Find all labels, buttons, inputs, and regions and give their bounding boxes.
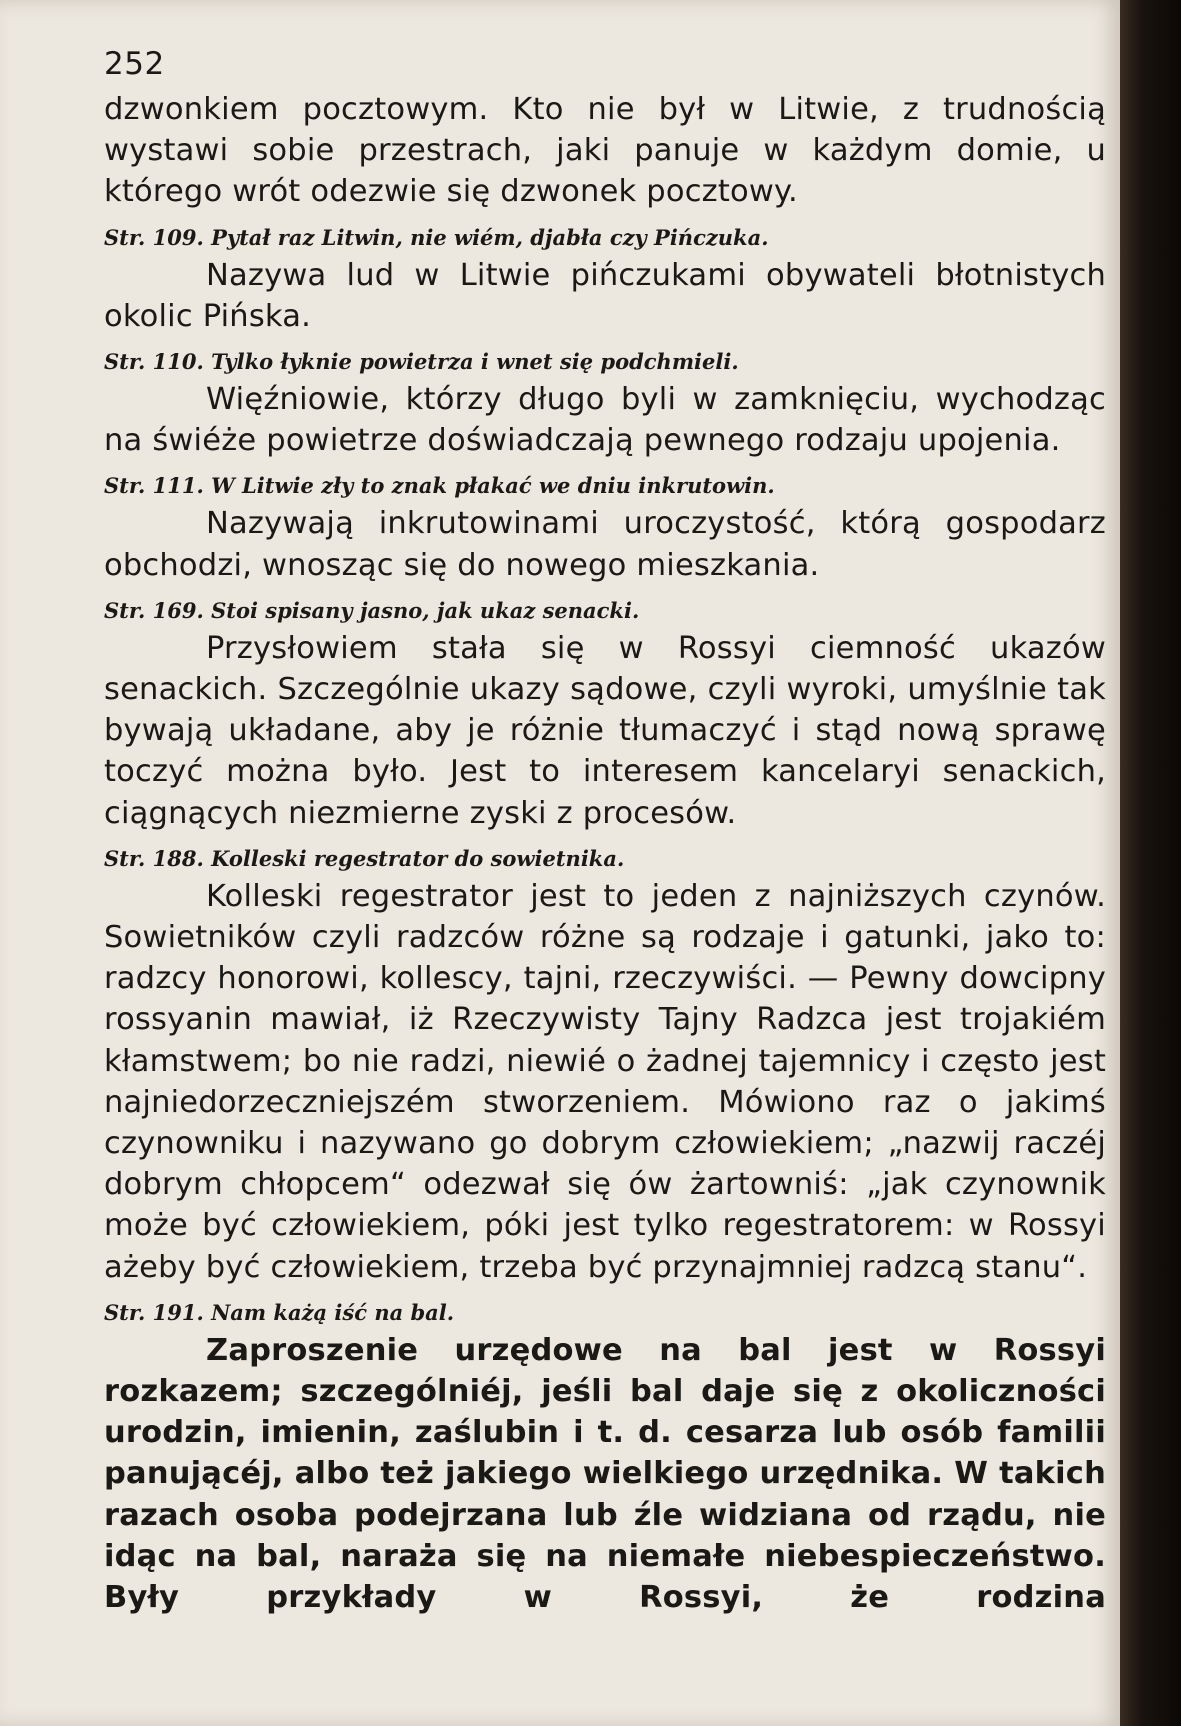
page-content — [104, 46, 1106, 1618]
note-reference: Str. 191. Nam każą iść na bal. — [104, 1299, 455, 1325]
note-paragraph: Przysłowiem stała się w Rossyi ciemność ukazów senackich. Szczególnie ukazy sądowe, czyli wyroki, umyślnie tak bywają układane, aby je różnie tłumaczyć i stąd nową sprawę toczyć można było. Jest to interesem kancelaryi senackich, ciągnących niezmierne zyski z procesów. — [104, 630, 1106, 831]
note-reference: Str. 111. W Litwie zły to znak płakać we dniu inkrutowin. — [104, 473, 775, 499]
note-paragraph: Nazywają inkrutowinami uroczystość, którą gospodarz obchodzi, wnosząc się do nowego mieszkania. — [104, 506, 1106, 583]
note-paragraph: Kolleski regestrator jest to jeden z najniższych czynów. Sowietników czyli radzców różne są rodzaje i gatunki, jako to: radzcy honorowi, kollescy, tajni, rzeczywiści. — Pewny dowcipny rossyanin mawiał, iż Rzeczywisty Tajny Radzca jest trojakiém kłamstwem; bo nie radzi, niewié o żadnej tajemnicy i często jest najniedorzeczniejszém stworzeniem. Mówiono raz o jakimś czynowniku i nazywano go dobrym człowiekiem; „nazwij raczéj dobrym chłopcem“ odezwał się ów żartowniś: „jak czynownik może być człowiekiem, póki jest tylko regestratorem: w Rossyi ażeby być człowiekiem, trzeba być przynajmniej radzcą stanu“. — [104, 878, 1106, 1285]
note-reference: Str. 109. Pytał raz Litwin, nie wiém, djabła czy Pińczuka. — [104, 224, 769, 250]
note-paragraph: Nazywa lud w Litwie pińczukami obywateli błotnistych okolic Pińska. — [104, 257, 1106, 334]
note-paragraph: Zaproszenie urzędowe na bal jest w Rossyi rozkazem; szczególniéj, jeśli bal daje się z okoliczności urodzin, imienin, zaślubin i t. d. cesarza lub osób familii panującéj, albo też jakiego wielkiego urzędnika. W takich razach osoba podejrzana lub źle widziana od rządu, nie idąc na bal, naraża się na niemałe niebespieczeństwo. Były przykłady w Rossyi, że rodzina — [104, 1332, 1106, 1616]
note-reference: Str. 110. Tylko łyknie powietrza i wnet się podchmieli. — [104, 349, 739, 375]
page-edge-shadow — [1120, 0, 1181, 1726]
note-paragraph: Więźniowie, którzy długo byli w zamknięciu, wychodząc na świéże powietrze doświadczają pewnego rodzaju upojenia. — [104, 382, 1106, 459]
intro-paragraph: dzwonkiem pocztowym. Kto nie był w Litwie, z trudnością wystawi sobie przestrach, jaki panuje w każdym domie, u którego wrót odezwie się dzwonek pocztowy. — [104, 92, 1106, 210]
note-reference: Str. 188. Kolleski regestrator do sowietnika. — [104, 845, 625, 871]
note-reference: Str. 169. Stoi spisany jasno, jak ukaz senacki. — [104, 597, 640, 623]
page-number: 252 — [104, 46, 165, 82]
